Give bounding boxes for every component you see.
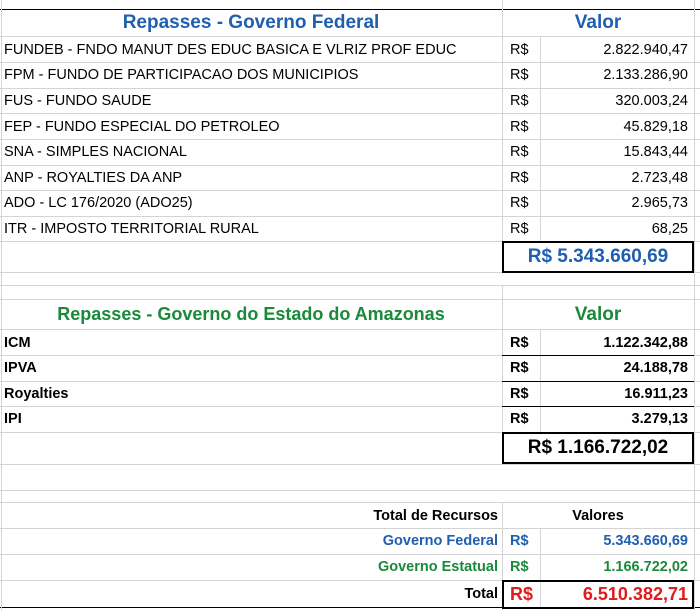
row-divider [0,62,700,63]
federal-row-currency: R$ [510,220,529,237]
row-divider [0,113,700,114]
column-divider [694,0,695,610]
row-divider [502,381,694,382]
state-row-label: Royalties [4,385,69,402]
row-divider [0,36,700,37]
row-divider [0,464,700,465]
federal-title: Repasses - Governo Federal [122,12,380,33]
federal-row [0,165,700,191]
cell-border-box [502,241,694,273]
federal-row-label: FUNDEB - FNDO MANUT DES EDUC BASICA E VLRIZ PROF EDUC [4,41,457,58]
summary-total-label: Total [464,586,498,602]
row-divider [0,139,700,140]
cell-border-box [502,432,694,464]
federal-row-value: 45.829,18 [623,118,688,135]
federal-value-header: Valor [574,12,622,33]
federal-row-currency: R$ [510,195,529,212]
row-divider [0,554,700,555]
state-row-currency: R$ [510,360,529,377]
summary-header-value: Valores [572,507,624,524]
summary-state-label: Governo Estatual [377,559,498,575]
summary-header-label: Total de Recursos [373,507,498,524]
federal-row-currency: R$ [510,92,529,109]
row-divider [0,528,700,529]
federal-row-value: 2.822.940,47 [603,41,688,58]
column-divider [502,0,503,272]
state-row-value: 1.122.342,88 [603,334,688,351]
federal-row-label: FUS - FUNDO SAUDE [4,92,152,109]
summary-federal-row [0,528,700,554]
federal-row-value: 2.723,48 [631,169,688,186]
federal-row-label: ADO - LC 176/2020 (ADO25) [4,195,193,212]
row-divider [0,285,700,286]
row-divider [0,88,700,89]
state-total: R$ 1.166.722,02 [527,436,669,458]
federal-row [0,88,700,114]
summary-header-row [0,503,700,528]
row-divider [502,355,694,356]
federal-row-label: ITR - IMPOSTO TERRITORIAL RURAL [4,220,259,237]
summary-federal-label: Governo Federal [382,533,498,549]
federal-header-row [0,10,700,36]
state-row [0,356,700,382]
row-divider [0,329,700,330]
summary-federal-currency: R$ [510,533,529,549]
federal-row-value: 68,25 [651,220,688,237]
row-divider [0,216,700,217]
federal-row [0,139,700,165]
row-divider [0,190,700,191]
column-divider [1,0,2,610]
state-title: Repasses - Governo do Estado do Amazonas [57,304,445,324]
state-row-label: IPVA [4,360,37,377]
federal-row-label: ANP - ROYALTIES DA ANP [4,169,183,186]
row-divider [0,165,700,166]
federal-row-currency: R$ [510,67,529,84]
state-row [0,407,700,433]
federal-row-value: 320.003,24 [615,92,688,109]
state-row-value: 3.279,13 [631,411,688,428]
row-divider [0,299,700,300]
federal-row-value: 15.843,44 [623,144,688,161]
federal-row-label: SNA - SIMPLES NACIONAL [4,144,187,161]
federal-row-currency: R$ [510,169,529,186]
cell-border-box [502,580,694,609]
state-header-row [0,301,700,328]
federal-row-currency: R$ [510,118,529,135]
summary-state-row [0,554,700,580]
state-row-currency: R$ [510,411,529,428]
federal-row-value: 2.965,73 [631,195,688,212]
federal-row-currency: R$ [510,144,529,161]
state-row [0,330,700,356]
federal-row [0,114,700,140]
state-row-label: IPI [4,411,22,428]
federal-row [0,216,700,242]
federal-total: R$ 5.343.660,69 [527,246,669,267]
state-row-currency: R$ [510,385,529,402]
state-row-currency: R$ [510,334,529,351]
summary-total-currency: R$ [510,583,534,604]
summary-state-currency: R$ [510,559,529,575]
state-row-label: ICM [4,334,31,351]
federal-row-value: 2.133.286,90 [603,67,688,84]
summary-state-value: 1.166.722,02 [603,559,688,575]
row-divider [0,502,700,503]
summary-federal-value: 5.343.660,69 [603,533,688,549]
row-divider [0,9,700,10]
federal-row-currency: R$ [510,41,529,58]
federal-row [0,63,700,89]
federal-row [0,37,700,63]
summary-total-value: 6.510.382,71 [582,583,688,604]
state-value-header: Valor [574,303,622,325]
state-row-value: 16.911,23 [624,385,688,402]
federal-row-label: FEP - FUNDO ESPECIAL DO PETROLEO [4,118,280,135]
column-divider [540,36,541,242]
state-row-value: 24.188,78 [623,360,688,377]
row-divider [502,406,694,407]
federal-row-label: FPM - FUNDO DE PARTICIPACAO DOS MUNICIPIOS [4,67,359,84]
federal-row [0,191,700,217]
row-divider [0,490,700,491]
state-row [0,381,700,407]
